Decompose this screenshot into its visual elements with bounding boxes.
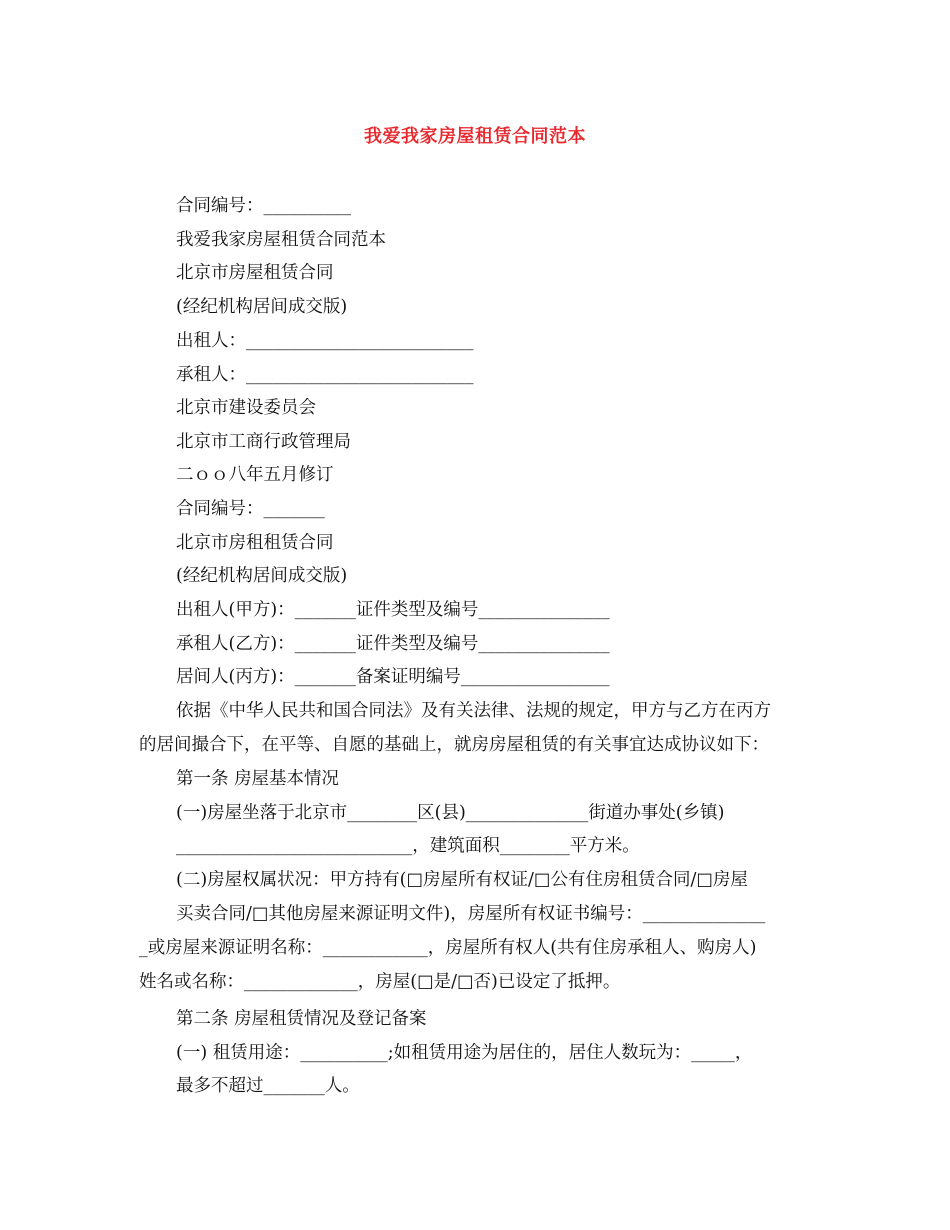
party-c-line: 居间人(丙方)：_______备案证明编号_________________: [176, 667, 610, 687]
issuer-commerce-line: 北京市工商行政管理局: [176, 432, 351, 452]
article-1-heading: 第一条 房屋基本情况: [176, 769, 340, 789]
article-1-ownership-line-3: _或房屋来源证明名称：____________，房屋所有权人(共有住房承租人、购房人): [139, 938, 757, 958]
edition-line-2: (经纪机构居间成交版): [176, 566, 348, 586]
lessee-line: 承租人：__________________________: [176, 365, 474, 385]
article-1-ownership-line-2: 买卖合同/□其他房屋来源证明文件)，房屋所有权证书编号：______________: [176, 904, 766, 924]
lessor-line: 出租人：__________________________: [176, 331, 474, 351]
issuer-construction-line: 北京市建设委员会: [176, 398, 316, 418]
article-1-ownership-line-4: 姓名或名称：_____________，房屋(□是/□否)已设定了抵押。: [139, 972, 621, 992]
article-2-heading: 第二条 房屋租赁情况及登记备案: [176, 1009, 427, 1029]
edition-line: (经纪机构居间成交版): [176, 297, 348, 317]
beijing-lease-title-line: 北京市房屋租赁合同: [176, 263, 334, 283]
article-1-location-line: (一)房屋坐落于北京市________区(县)______________街道办事处(乡镇): [176, 803, 725, 823]
article-1-ownership-line-1: (二)房屋权属状况：甲方持有(□房屋所有权证/□公有住房租赁合同/□房屋: [176, 870, 748, 890]
contract-title-line: 我爱我家房屋租赁合同范本: [176, 230, 386, 250]
party-a-line: 出租人(甲方)：_______证件类型及编号_______________: [176, 600, 610, 620]
party-b-line: 承租人(乙方)：_______证件类型及编号_______________: [176, 634, 610, 654]
beijing-rent-title-line: 北京市房租租赁合同: [176, 533, 334, 553]
document-title: 我爱我家房屋租赁合同范本: [364, 126, 586, 147]
preamble-line-2: 的居间撮合下，在平等、自愿的基础上，就房房屋租赁的有关事宜达成协议如下：: [139, 735, 769, 755]
contract-number-line: 合同编号：__________: [176, 196, 351, 216]
preamble-line-1: 依据《中华人民共和国合同法》及有关法律、法规的规定，甲方与乙方在丙方: [176, 701, 771, 721]
article-2-occupancy-line: 最多不超过_______人。: [176, 1076, 360, 1096]
contract-number-line-2: 合同编号：_______: [176, 499, 325, 519]
article-2-usage-line: (一) 租赁用途：__________;如租赁用途为居住的，居住人数玩为：_____，: [176, 1043, 753, 1063]
revision-date-line: 二ｏｏ八年五月修订: [176, 465, 334, 485]
article-1-area-line: ___________________________，建筑面积________平方米。: [176, 836, 640, 856]
